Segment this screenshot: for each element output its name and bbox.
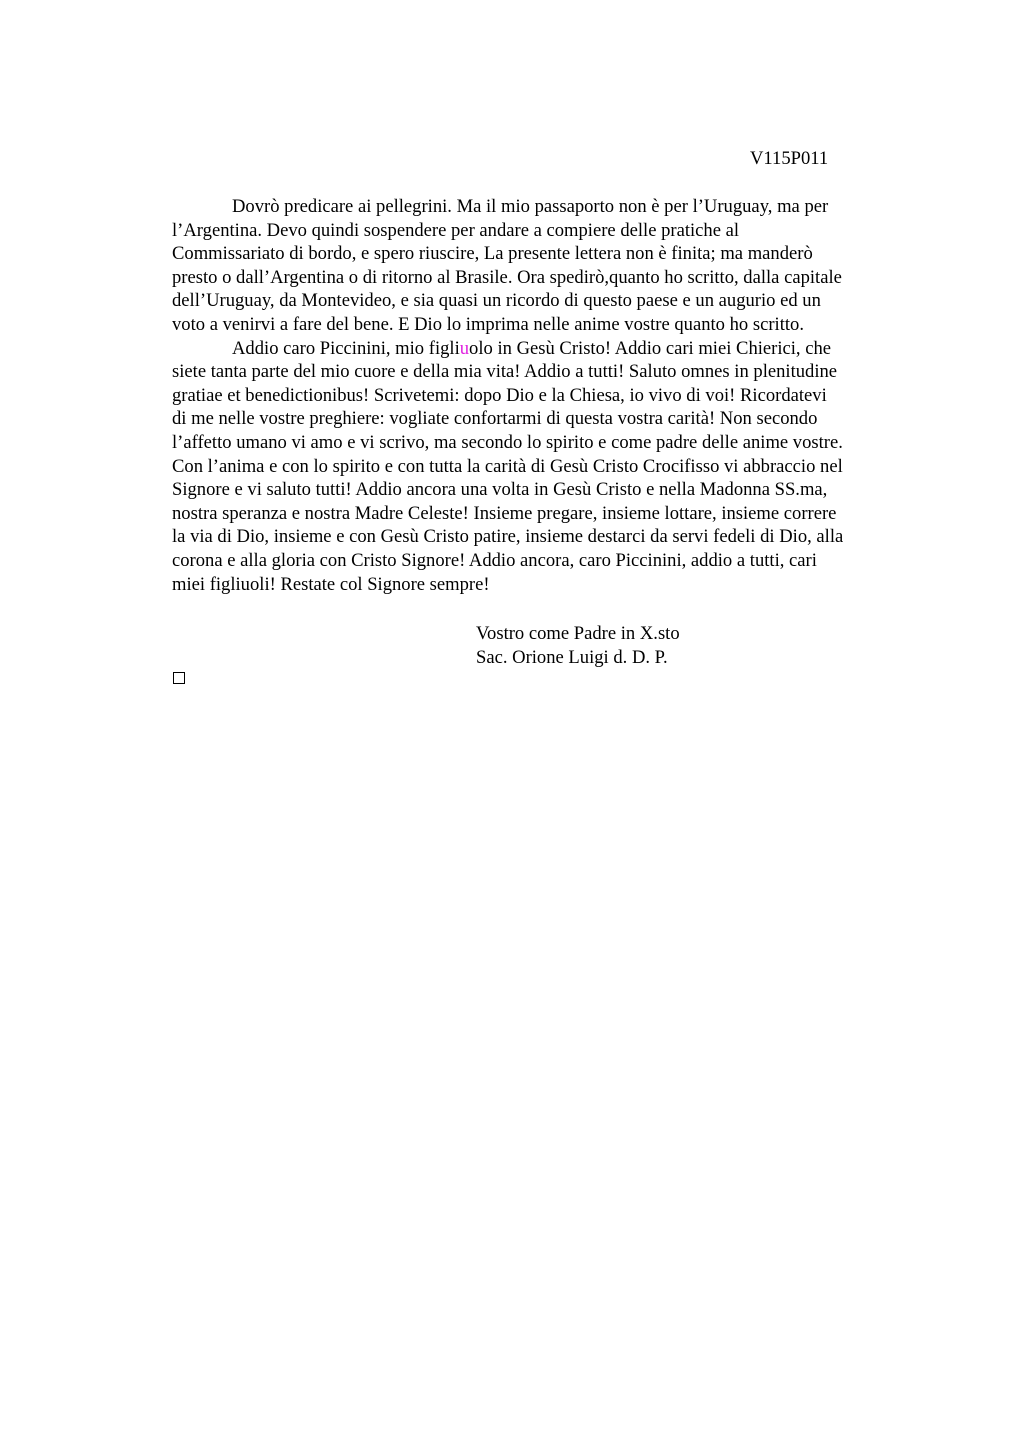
signature-block — [476, 622, 680, 669]
paragraph-2-start: Addio caro Piccinini, mio figli — [232, 337, 460, 359]
signature-closing: Vostro come Padre in X.sto — [476, 623, 680, 644]
paragraph-2-rest: olo in Gesù Cristo! Addio cari miei Chierici, che siete tanta parte del mio cuore e della mia vita! Addio a tutti! Saluto omnes in plenitudine gratiae et benedictionibus! Scrivetemi: dopo Dio e la Chiesa, io vivo di voi! Ricordatevi di me nelle vostre preghiere: vogliate confortarmi di questa vostra carità! Non secondo l’affetto umano vi amo e vi scrivo, ma secondo lo spirito e come padre delle anime vostre. Con l’anima e con lo spirito e con tutta la carità di Gesù Cristo Crocifisso vi abbraccio nel Signore e vi saluto tutti! Addio ancora una volta in Gesù Cristo e nella Madonna SS.ma, nostra speranza e nostra Madre Celeste! Insieme pregare, insieme lottare, insieme correre la via di Dio, insieme e con Gesù Cristo patire, insieme destarci da servi fedeli di Dio, alla corona e alla gloria con Cristo Signore! Addio ancora, caro Piccinini, addio a tutti, cari miei figliuoli! Restate col Signore sempre! — [172, 337, 844, 595]
paragraph-1: Dovrò predicare ai pellegrini. Ma il mio passaporto non è per l’Uruguay, ma per l’Argentina. Devo quindi sospendere per andare a compiere delle pratiche al Commissariato di bordo, e spero riuscire, La presente lettera non è finita; ma manderò presto o dall’Argentina o di ritorno al Brasile. Ora spedirò,quanto ho scritto, dalla capitale dell’Uruguay, da Montevideo, e sia quasi un ricordo di questo paese e un augurio ed un voto a venirvi a fare del bene. E Dio lo imprima nelle anime vostre quanto ho scritto. — [172, 196, 842, 335]
empty-square-icon — [173, 672, 185, 684]
signature-name: Sac. Orione Luigi d. D. P. — [476, 646, 668, 668]
page-id: V115P011 — [750, 148, 829, 169]
letter-body — [172, 195, 932, 596]
paragraph-2 — [172, 337, 932, 597]
highlighted-letter: u — [459, 337, 470, 359]
